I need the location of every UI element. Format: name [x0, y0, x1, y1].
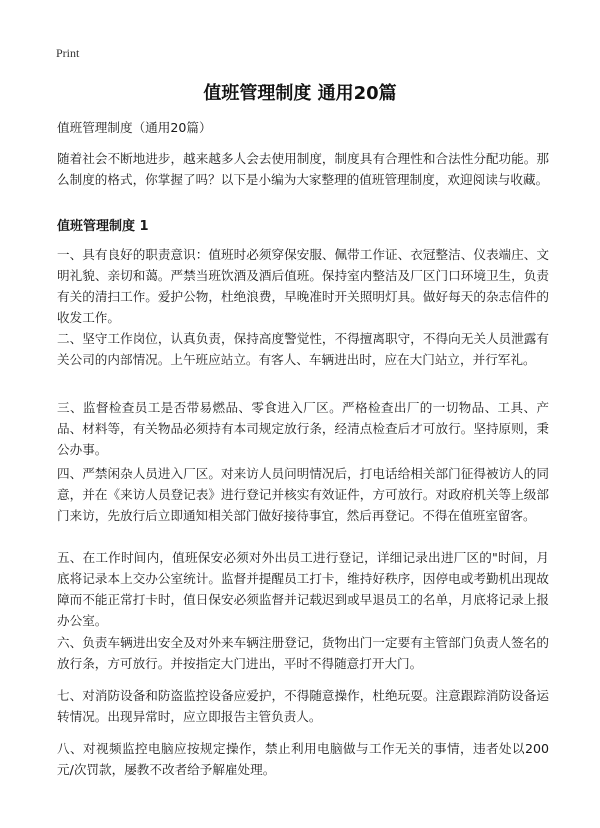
paragraph-1: 一、具有良好的职责意识：值班时必须穿保安服、佩带工作证、衣冠整洁、仪表端庄、文明礼貌、亲切和蔼。严禁当班饮酒及酒后值班。保持室内整洁及厂区门口环境卫生，负责有关的清扫工作。爱护公物，杜绝浪费，早晚准时开关照明灯具。做好每天的杂志信件的收发工作。	[57, 247, 549, 325]
paragraph-2: 二、坚守工作岗位，认真负责，保持高度警觉性，不得擅离职守，不得向无关人员泄露有关公司的内部情况。上午班应站立。有客人、车辆进出时，应在大门站立，并行军礼。	[57, 331, 549, 367]
paragraph-7: 七、对消防设备和防盗监控设备应爱护，不得随意操作，杜绝玩耍。注意跟踪消防设备运转情况。出现异常时，应立即报告主管负责人。	[57, 688, 549, 724]
paragraph-8: 八、对视频监控电脑应按规定操作，禁止利用电脑做与工作无关的事情，违者处以200元/次罚款，屡教不改者给予解雇处理。	[57, 741, 549, 777]
paragraph-4: 四、严禁闲杂人员进入厂区。对来访人员问明情况后，打电话给相关部门征得被访人的同意，并在《来访人员登记表》进行登记并核实有效证件，方可放行。对政府机关等上级部门来访，先放行后立即通知相关部门做好接待事宜，然后再登记。不得在值班室留客。	[57, 466, 549, 523]
section-heading: 值班管理制度 1	[57, 219, 149, 234]
paragraph-5: 五、在工作时间内，值班保安必须对外出员工进行登记，详细记录出进厂区的"时间，月底将记录本上交办公室统计。监督并提醒员工打卡，维持好秩序，因停电或考勤机出现故障而不能正常打卡时，值日保安必须监督并记载迟到或早退员工的名单，月底将记录上报办公室。	[57, 550, 549, 628]
paragraph-3: 三、监督检查员工是否带易燃品、零食进入厂区。严格检查出厂的一切物品、工具、产品、材料等，有关物品必须持有本司规定放行条，经清点检查后才可放行。坚持原则，秉公办事。	[57, 400, 549, 457]
document-subtitle: 值班管理制度（通用20篇）	[57, 120, 212, 135]
intro-paragraph: 随着社会不断地进步，越来越多人会去使用制度，制度具有合理性和合法性分配功能。那么制度的格式，你掌握了吗？以下是小编为大家整理的值班管理制度，欢迎阅读与收藏。	[57, 151, 549, 187]
paragraph-6: 六、负责车辆进出安全及对外来车辆注册登记，货物出门一定要有主管部门负责人签名的放行条，方可放行。并按指定大门进出，平时不得随意打开大门。	[57, 635, 549, 671]
page-title: 值班管理制度 通用20篇	[203, 83, 397, 104]
print-link[interactable]: Print	[56, 46, 80, 60]
